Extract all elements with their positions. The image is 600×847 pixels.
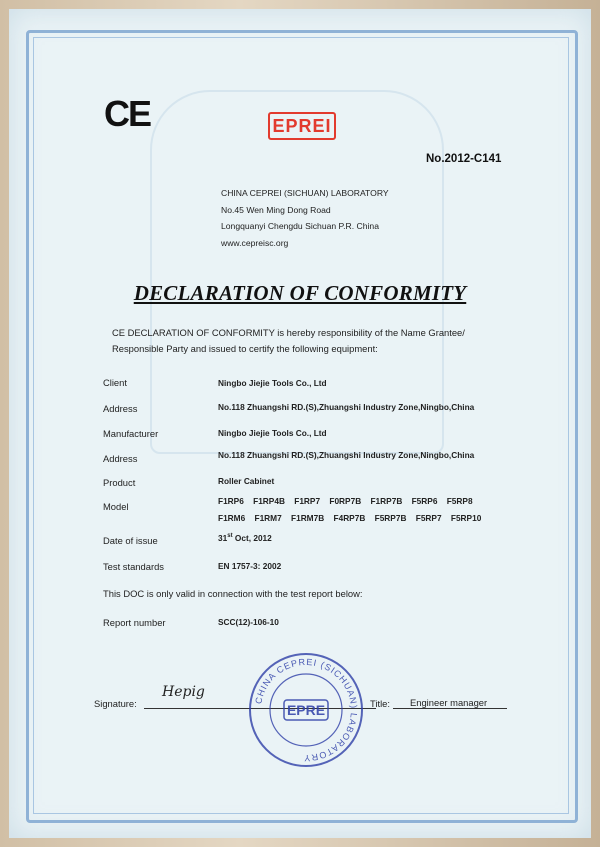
- date-of-issue-value: [218, 533, 272, 543]
- report-number-value: SCC(12)-106-10: [218, 617, 279, 627]
- watermark-shape: [150, 90, 444, 454]
- signature-label: Signature:: [94, 698, 137, 709]
- laboratory-stamp: [246, 650, 366, 770]
- intro-line2: Responsible Party and issued to certify the following equipment:: [112, 342, 378, 354]
- job-title-line: [393, 708, 507, 709]
- client-label: Client: [103, 377, 127, 388]
- job-title-value: Engineer manager: [410, 697, 488, 708]
- date-of-issue-label: Date of issue: [103, 535, 158, 546]
- stamp-center-text: EPRE: [286, 702, 326, 718]
- document-title: DECLARATION OF CONFORMITY: [133, 281, 467, 305]
- product-value: Roller Cabinet: [218, 476, 275, 486]
- date-day: 31: [218, 533, 228, 543]
- validity-note: This DOC is only valid in connection with the test report below:: [103, 588, 363, 599]
- ceprei-logo: EPREI: [268, 112, 336, 140]
- model-list-line2: F1RM6 F1RM7 F1RM7B F4RP7B F5RP7B F5RP7 F5RP10: [218, 513, 482, 523]
- intro-line1: CE DECLARATION OF CONFORMITY is hereby responsibility of the Name Grantee/: [112, 327, 465, 338]
- lab-website: www.cepreisc.org: [221, 238, 289, 249]
- date-suffix: st: [227, 533, 233, 540]
- model-list-line1: F1RP6 F1RP4B F1RP7 F0RP7B F1RP7B F5RP6 F5RP8: [218, 496, 473, 506]
- test-standards-label: Test standards: [103, 561, 164, 572]
- product-label: Product: [103, 477, 136, 488]
- handwritten-signature: Hepig: [162, 684, 205, 700]
- manufacturer-address-value: No.118 Zhuangshi RD.(S),Zhuangshi Industry Zone,Ningbo,China: [218, 450, 475, 460]
- job-title-label: Title:: [370, 698, 390, 709]
- lab-name: CHINA CEPREI (SICHUAN) LABORATORY: [221, 188, 389, 198]
- lab-address-block: [221, 185, 389, 252]
- certificate-number: No.2012-C141: [426, 153, 502, 165]
- lab-address-line2: Longquanyi Chengdu Sichuan P.R. China: [221, 221, 379, 232]
- client-value: Ningbo Jiejie Tools Co., Ltd: [218, 378, 327, 388]
- date-month-year: Oct, 2012: [232, 533, 272, 543]
- report-number-label: Report number: [103, 617, 166, 628]
- manufacturer-address-label: Address: [103, 453, 138, 464]
- model-label: Model: [103, 501, 129, 512]
- lab-address-line1: No.45 Wen Ming Dong Road: [221, 204, 331, 215]
- manufacturer-value: Ningbo Jiejie Tools Co., Ltd: [218, 428, 327, 438]
- address-value: No.118 Zhuangshi RD.(S),Zhuangshi Industry Zone,Ningbo,China: [218, 402, 475, 412]
- stamp-ring-text: CHINA CEPREI (SICHUAN) LABORATORY: [253, 656, 360, 764]
- ce-mark-logo: CE: [104, 93, 151, 134]
- address-label: Address: [103, 403, 138, 414]
- test-standards-value: EN 1757-3: 2002: [218, 561, 282, 571]
- intro-paragraph: [112, 325, 512, 356]
- manufacturer-label: Manufacturer: [103, 428, 159, 439]
